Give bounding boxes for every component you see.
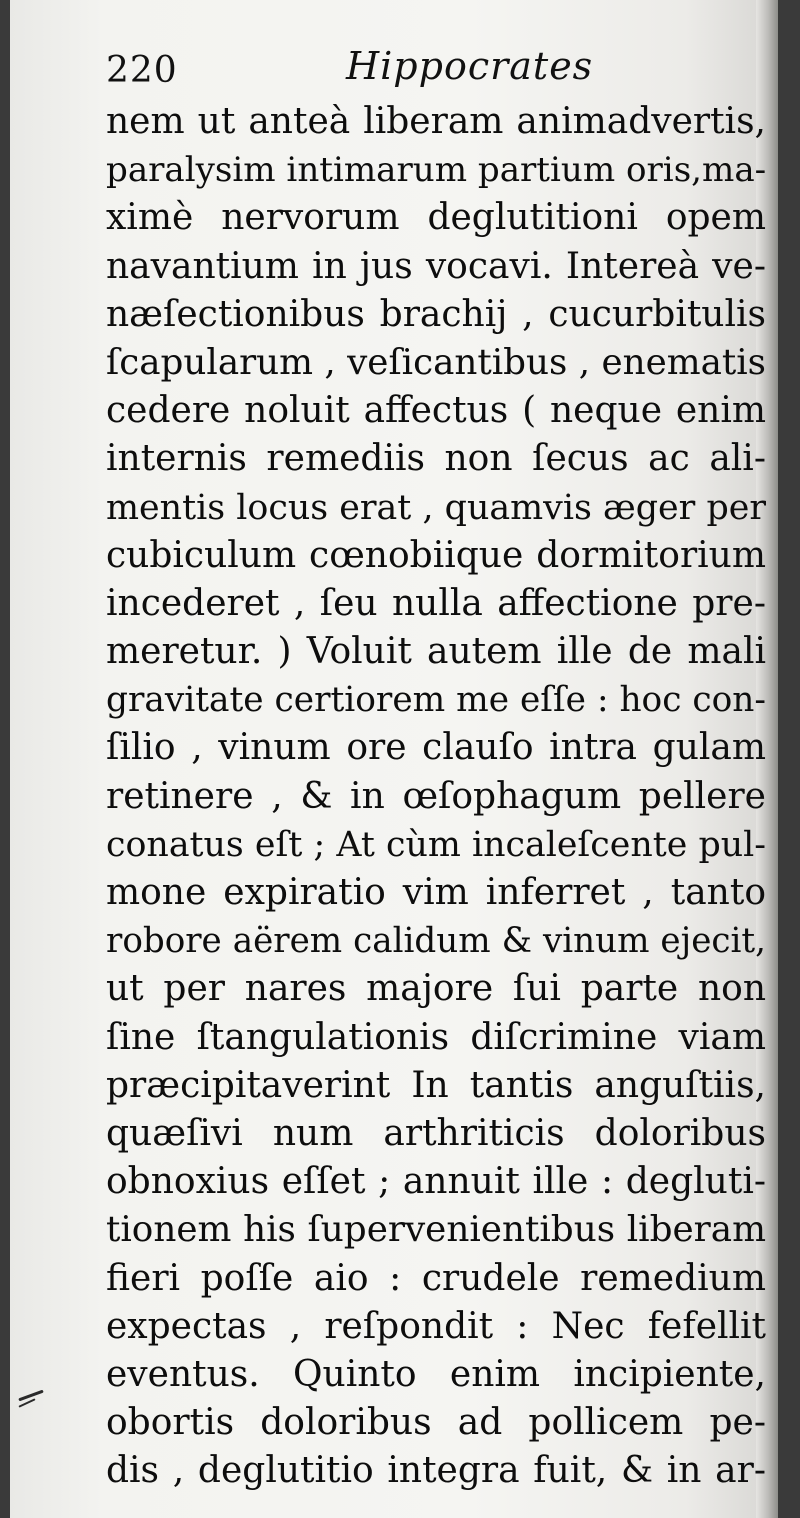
- text-line: quæſivi num arthriticis doloribus: [106, 1112, 766, 1154]
- text-line: meretur. ) Voluit autem ille de mali: [106, 631, 766, 673]
- text-line: obnoxius eſſet ; annuit ille : degluti-: [106, 1161, 766, 1203]
- text-line: nem ut anteà liberam animadvertis,: [106, 101, 766, 142]
- text-line: cedere noluit affectus ( neque enim: [106, 390, 766, 432]
- running-title: Hippocrates: [346, 44, 594, 88]
- text-line: navantium in jus vocavi. Intereà ve-: [106, 245, 766, 287]
- text-line: dis , deglutitio integra fuit, & in ar-: [106, 1450, 766, 1492]
- text-line: mone expiratio vim inferret , tanto: [106, 872, 766, 913]
- text-line: obortis doloribus ad pollicem pe-: [106, 1402, 766, 1444]
- running-head: [106, 44, 666, 104]
- text-line: ſine ſtangulationis diſcrimine viam: [106, 1016, 766, 1058]
- text-line: ſcapularum , veſicantibus , enematis: [106, 341, 766, 383]
- text-line: expectas , reſpondit : Nec fefellit: [106, 1305, 766, 1347]
- text-line: ximè nervorum deglutitioni opem: [106, 197, 766, 239]
- text-line: fieri poſſe aio : crudele remedium: [106, 1257, 766, 1299]
- text-line: eventus. Quinto enim incipiente,: [106, 1353, 766, 1395]
- text-line: retinere , & in œſophagum pellere: [106, 775, 766, 817]
- text-line: næſectionibus brachij , cucurbitulis: [106, 293, 766, 335]
- text-line: internis remediis non ſecus ac ali-: [106, 438, 766, 480]
- text-line: robore aërem calidum & vinum ejecit,: [106, 921, 766, 962]
- text-line: conatus eſt ; At cùm incaleſcente pul-: [106, 824, 766, 865]
- text-line: ut per nares majore ſui parte non: [106, 968, 766, 1010]
- body-text: [106, 98, 766, 1495]
- page-number: 220: [106, 50, 178, 91]
- text-line: tionem his ſupervenientibus liberam: [106, 1209, 766, 1251]
- text-line: mentis locus erat , quamvis æger per: [106, 487, 766, 528]
- text-line: incederet , ſeu nulla affectione pre-: [106, 582, 766, 624]
- text-line: cubiculum cœnobiique dormitorium: [106, 534, 766, 576]
- text-line: paralysim intimarum partium oris,ma-: [106, 150, 766, 191]
- book-page: [10, 0, 778, 1518]
- text-line: præcipitaverint In tantis anguſtiis,: [106, 1064, 766, 1106]
- text-line: ſilio , vinum ore clauſo intra gulam: [106, 727, 766, 769]
- text-line: gravitate certiorem me eſſe : hoc con-: [106, 680, 766, 721]
